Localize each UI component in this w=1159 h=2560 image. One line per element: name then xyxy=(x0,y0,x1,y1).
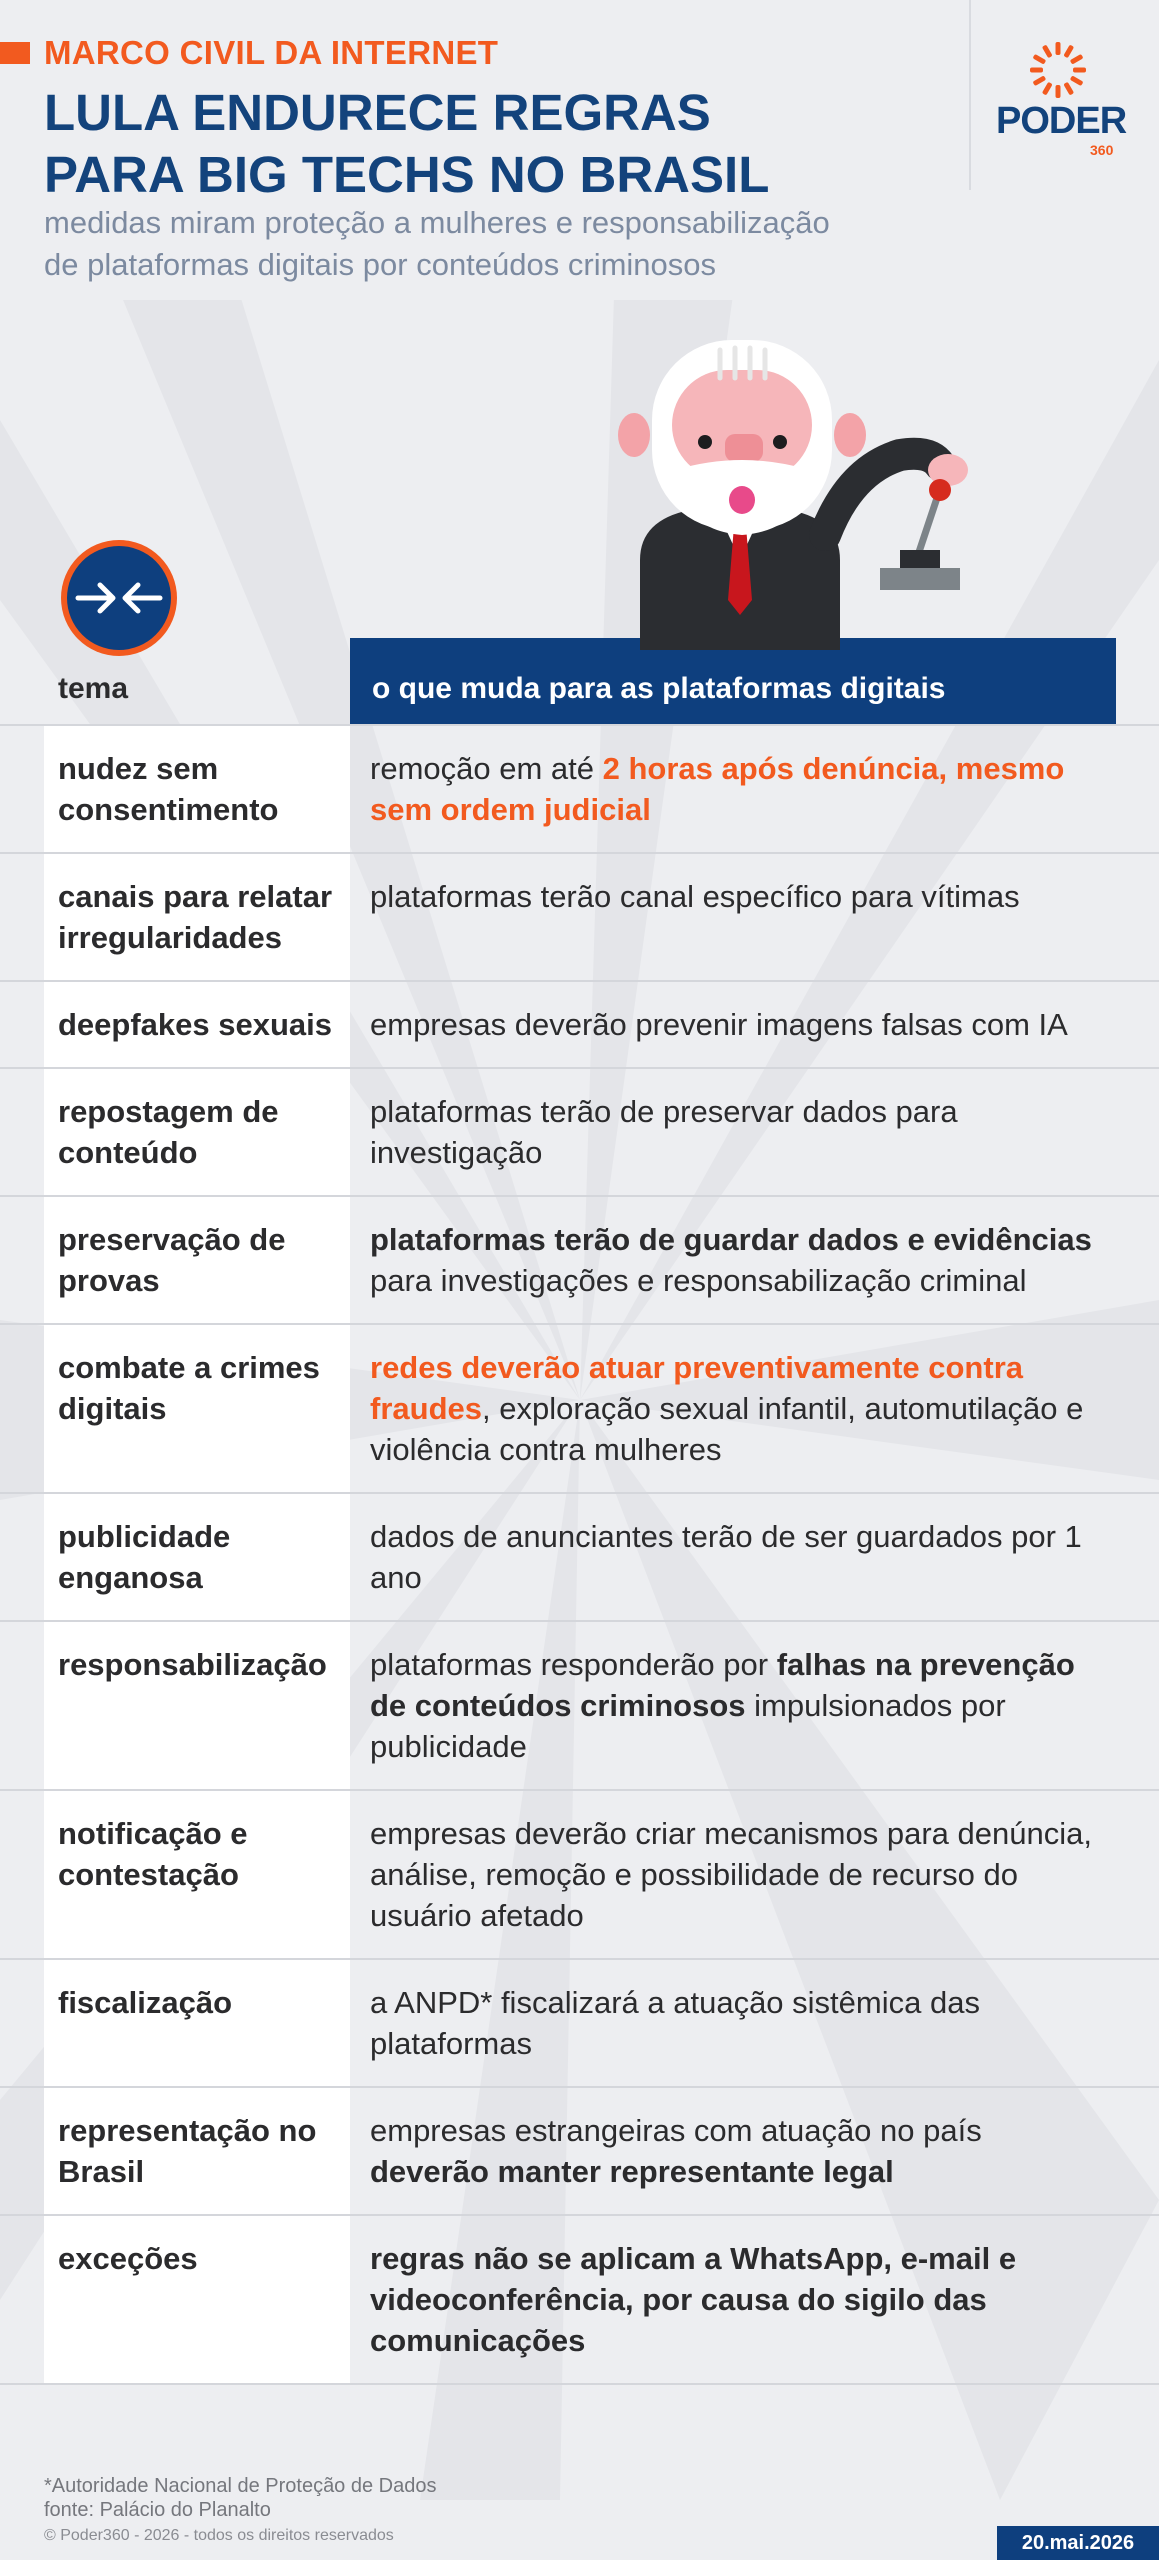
table-row xyxy=(0,980,1159,1067)
desc-text: plataformas terão canal específico para vítimas xyxy=(370,879,1020,914)
subtitle-line: de plataformas digitais por conteúdos criminosos xyxy=(44,247,717,282)
row-tema: combate a crimes digitais xyxy=(44,1325,350,1492)
table-row xyxy=(0,2214,1159,2385)
row-description xyxy=(350,726,1116,852)
table-row xyxy=(0,724,1159,852)
footnote-line: *Autoridade Nacional de Proteção de Dados xyxy=(44,2475,437,2497)
table-row xyxy=(0,1067,1159,1195)
row-description xyxy=(350,854,1116,980)
logo-sub: 360 xyxy=(1090,142,1114,158)
table-row xyxy=(0,1620,1159,1789)
desc-text: dados de anunciantes terão de ser guardados por 1 ano xyxy=(370,1519,1082,1595)
desc-highlight: plataformas terão de guardar dados e evidências xyxy=(370,1222,1092,1257)
desc-text: a ANPD* fiscalizará a atuação sistêmica das plataformas xyxy=(370,1985,980,2061)
table-row xyxy=(0,1789,1159,1958)
desc-text: empresas deverão prevenir imagens falsas com IA xyxy=(370,1007,1068,1042)
desc-text: empresas deverão criar mecanismos para denúncia, análise, remoção e possibilidade de recurso do usuário afetado xyxy=(370,1816,1092,1933)
desc-text: remoção em até xyxy=(370,751,603,786)
row-tema: repostagem de conteúdo xyxy=(44,1069,350,1195)
desc-text: plataformas terão de preservar dados para investigação xyxy=(370,1094,958,1170)
row-description xyxy=(350,1325,1116,1492)
table-row xyxy=(0,1492,1159,1620)
rules-table xyxy=(0,724,1159,2385)
column-header-muda: o que muda para as plataformas digitais xyxy=(372,672,946,705)
row-tema: representação no Brasil xyxy=(44,2088,350,2214)
copyright: © Poder360 - 2026 - todos os direitos reservados xyxy=(44,2527,394,2544)
row-description xyxy=(350,1197,1116,1323)
date-badge: 20.mai.2026 xyxy=(997,2526,1159,2560)
row-tema: canais para relatar irregularidades xyxy=(44,854,350,980)
row-tema: notificação e contestação xyxy=(44,1791,350,1958)
table-row xyxy=(0,852,1159,980)
row-description xyxy=(350,1960,1116,2086)
desc-highlight: redes deverão atuar preventivamente contra fraudes xyxy=(370,1350,1023,1426)
row-description xyxy=(350,2088,1116,2214)
row-description xyxy=(350,1069,1116,1195)
table-row xyxy=(0,1323,1159,1492)
desc-text: impulsionados por publicidade xyxy=(370,1688,1006,1764)
row-description xyxy=(350,982,1116,1067)
row-tema: fiscalização xyxy=(44,1960,350,2086)
row-description xyxy=(350,1622,1116,1789)
subtitle-line: medidas miram proteção a mulheres e responsabilização xyxy=(44,205,830,240)
footnote xyxy=(44,2474,436,2522)
desc-text: , exploração sexual infantil, automutilação e violência contra mulheres xyxy=(370,1391,1084,1467)
row-tema: deepfakes sexuais xyxy=(44,982,350,1067)
row-tema: exceções xyxy=(44,2216,350,2383)
row-description xyxy=(350,2216,1116,2383)
logo-name: PODER xyxy=(996,100,1127,142)
table-row xyxy=(0,1958,1159,2086)
desc-highlight: falhas na prevenção de conteúdos criminosos xyxy=(370,1647,1075,1723)
title-line: PARA BIG TECHS NO BRASIL xyxy=(44,146,770,203)
row-tema: preservação de provas xyxy=(44,1197,350,1323)
page-title xyxy=(44,82,944,206)
desc-highlight: deverão manter representante legal xyxy=(370,2154,894,2189)
desc-text: plataformas responderão por xyxy=(370,1647,777,1682)
kicker-bar xyxy=(0,42,30,64)
poder360-logo xyxy=(990,40,1130,160)
header-divider xyxy=(969,0,971,190)
desc-highlight: regras não se aplicam a WhatsApp, e-mail e videoconferência, por causa do sigilo das comunicações xyxy=(370,2241,1017,2358)
row-tema: nudez sem consentimento xyxy=(44,726,350,852)
desc-highlight: 2 horas após denúncia, mesmo sem ordem judicial xyxy=(370,751,1065,827)
row-description xyxy=(350,1791,1116,1958)
sunburst-logo-icon xyxy=(1028,40,1088,100)
footnote-line: fonte: Palácio do Planalto xyxy=(44,2499,271,2521)
column-header-tema: tema xyxy=(58,672,129,705)
row-tema: responsabilização xyxy=(44,1622,350,1789)
table-row xyxy=(0,2086,1159,2214)
lula-caricature-lever-icon xyxy=(600,330,980,650)
compress-arrows-icon xyxy=(58,537,180,659)
row-tema: publicidade enganosa xyxy=(44,1494,350,1620)
desc-text: empresas estrangeiras com atuação no país xyxy=(370,2113,982,2148)
title-line: LULA ENDURECE REGRAS xyxy=(44,84,711,141)
table-row xyxy=(0,1195,1159,1323)
row-description xyxy=(350,1494,1116,1620)
kicker: MARCO CIVIL DA INTERNET xyxy=(44,34,499,71)
desc-text: para investigações e responsabilização criminal xyxy=(370,1263,1027,1298)
page-subtitle xyxy=(44,202,974,286)
